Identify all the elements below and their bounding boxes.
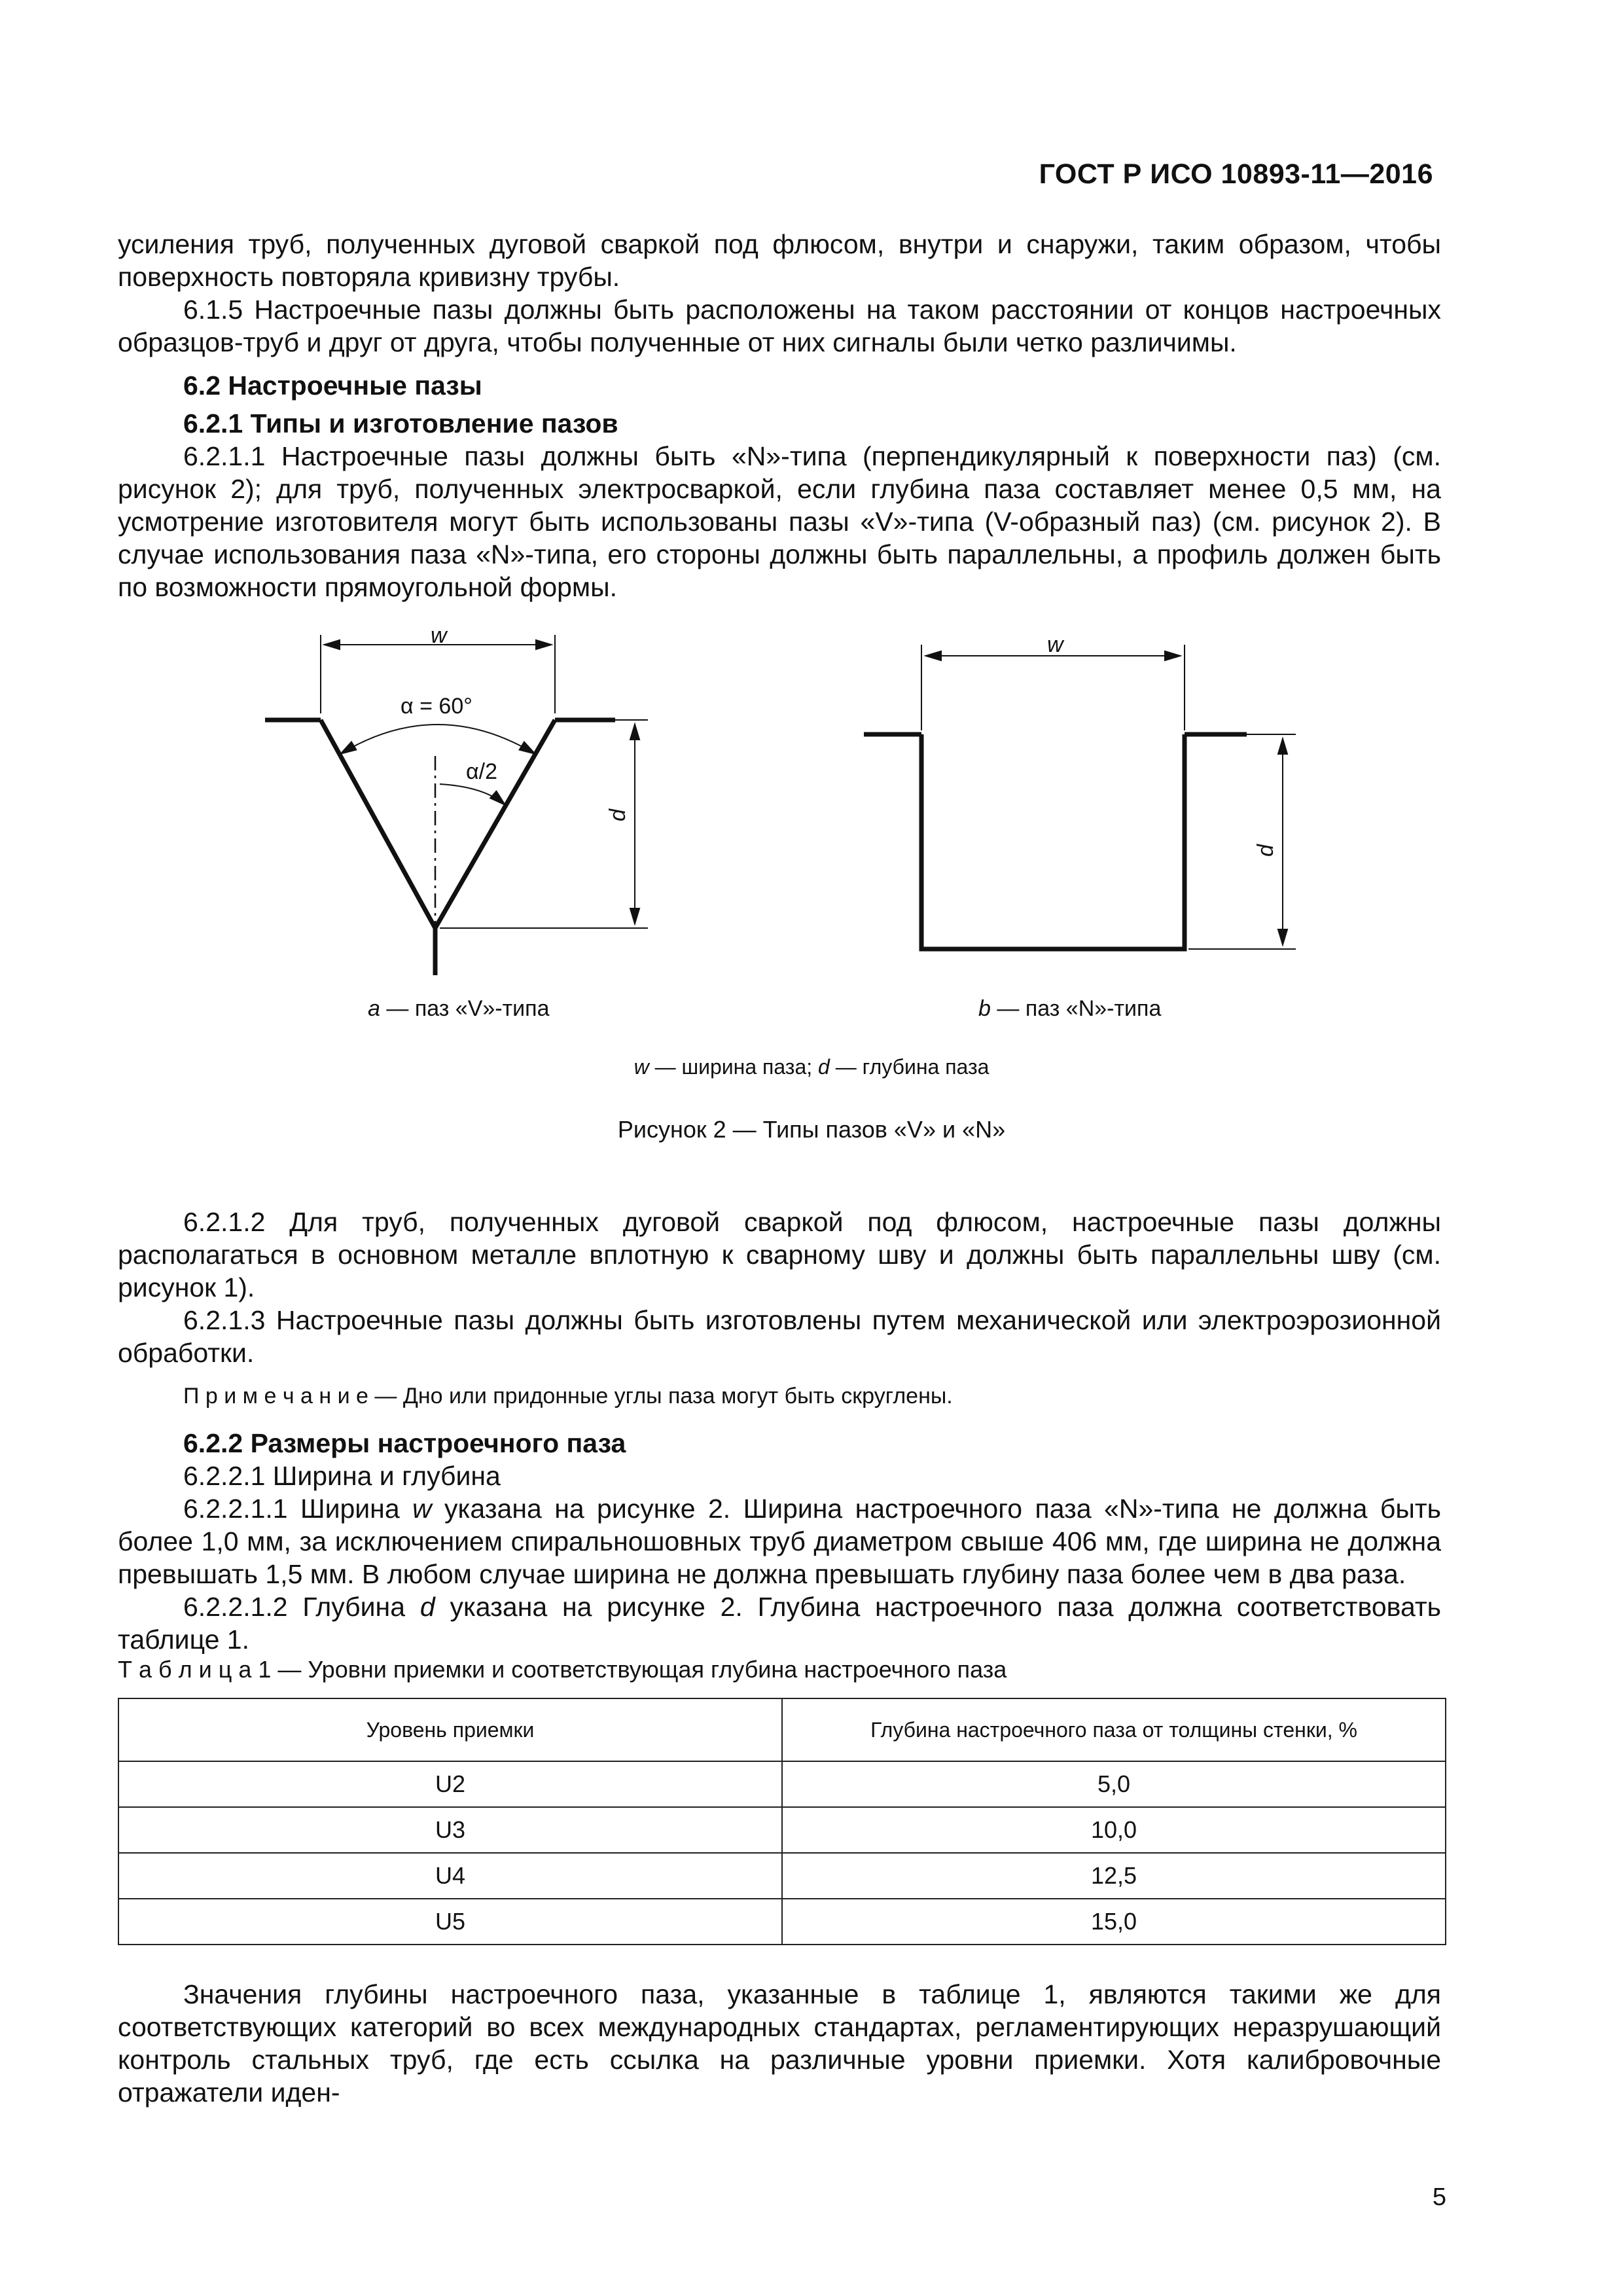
table-cell: U5 <box>118 1899 782 1945</box>
subfigure-a-text: — паз «V»-типа <box>380 996 550 1021</box>
paragraph-6-2-2-1-1 <box>118 1492 1441 1590</box>
figure-2 <box>0 609 1623 1198</box>
p62211-start: 6.2.2.1.1 Ширина <box>183 1494 413 1524</box>
top-text-block <box>118 228 1441 603</box>
v-alpha-label: α = 60° <box>401 694 473 719</box>
p62212-start: 6.2.2.1.2 Глубина <box>183 1592 420 1622</box>
document-id-header: ГОСТ Р ИСО 10893-11—2016 <box>1039 158 1433 190</box>
table-header-cell: Глубина настроечного паза от толщины стенки, % <box>782 1698 1446 1761</box>
table-title-text: — Уровни приемки и соответствующая глубина настроечного паза <box>271 1656 1007 1683</box>
table-header-row <box>118 1698 1446 1761</box>
paragraph-6-2-2-1-2 <box>118 1590 1441 1656</box>
figure-2-drawing <box>0 609 1623 1198</box>
heading-6-2-1: 6.2.1 Типы и изготовление пазов <box>183 408 618 439</box>
subfigure-b-text: — паз «N»-типа <box>990 996 1162 1021</box>
subfigure-b-label <box>978 996 1161 1022</box>
paragraph-6-2-1-2: 6.2.1.2 Для труб, полученных дуговой сваркой под флюсом, настроечные пазы должны располагаться в основном металле вплотную к сварному шву и должны быть параллельны шву (см. рисунок 1). <box>118 1207 1441 1302</box>
table-row <box>118 1761 1446 1807</box>
note <box>118 1380 1441 1412</box>
v-width-label: w <box>431 623 447 648</box>
p62211-end: указана на рисунке 2. Ширина настроечного паза «N»-типа не должна быть более 1,0 мм, за исключением спиральношовных труб диаметром свыше 406 мм, где ширина не должна превышать 1,5 мм. В любом случае ширина не должна превышать глубину паза более чем в два раза. <box>118 1494 1441 1589</box>
heading-6-2-2: 6.2.2 Размеры настроечного паза <box>183 1428 626 1458</box>
legend-mid: — ширина паза; <box>649 1055 819 1079</box>
legend-d: d <box>818 1055 830 1079</box>
middle-text-block <box>118 1206 1441 1656</box>
table-cell: 5,0 <box>782 1761 1446 1807</box>
table-cell: U2 <box>118 1761 782 1807</box>
table-row <box>118 1807 1446 1853</box>
table-cell: 15,0 <box>782 1899 1446 1945</box>
table-row <box>118 1853 1446 1899</box>
legend-w: w <box>633 1055 649 1079</box>
bottom-text-block <box>118 1978 1441 2109</box>
page-number: 5 <box>1432 2183 1446 2211</box>
paragraph-6-2-1-1: 6.2.1.1 Настроечные пазы должны быть «N»-типа (перпендикулярный к поверхности паз) (см. рисунок 2); для труб, полученных электросваркой, если глубина паза составляет менее 0,5 мм, на усмотрение изготовителя могут быть использованы пазы «V»-типа (V-образный паз) (см. рисунок 2). В случае использования паза «N»-типа, его стороны должны быть параллельны, а профиль должен быть по возможности прямоугольной формы. <box>118 441 1441 602</box>
paragraph-6-1-5: 6.1.5 Настроечные пазы должны быть расположены на таком расстоянии от концов настроечных образцов-труб и друг от друга, чтобы полученные от них сигналы были четко различимы. <box>118 295 1441 357</box>
n-notch-drawing <box>864 645 1296 949</box>
paragraph-6-2-2-1: 6.2.2.1 Ширина и глубина <box>183 1461 501 1491</box>
legend-end: — глубина паза <box>829 1055 990 1079</box>
table-cell: 10,0 <box>782 1807 1446 1853</box>
table-row <box>118 1899 1446 1945</box>
p62211-w: w <box>412 1494 432 1524</box>
subfigure-b-letter: b <box>978 996 991 1021</box>
note-text: — Дно или придонные углы паза могут быть скруглены. <box>368 1384 953 1408</box>
n-depth-label: d <box>1253 844 1278 857</box>
n-width-label: w <box>1047 632 1063 657</box>
figure-legend <box>0 1055 1623 1079</box>
paragraph-table-values: Значения глубины настроечного паза, указанные в таблице 1, являются такими же для соответствующих категорий во всех международных стандартах, регламентирующих неразрушающий контроль стальных труб, где есть ссылка на различные уровни приемки. Хотя калибровочные отражатели иден- <box>118 1979 1441 2108</box>
table-cell: U4 <box>118 1853 782 1899</box>
table-1 <box>118 1698 1446 1945</box>
subfigure-a-letter: a <box>368 996 380 1021</box>
v-depth-label: d <box>605 809 630 821</box>
table-title-label: Т а б л и ц а 1 <box>118 1656 272 1683</box>
subfigure-a-label <box>368 996 550 1022</box>
table-header-cell: Уровень приемки <box>118 1698 782 1761</box>
table-title <box>118 1656 1007 1683</box>
note-label: П р и м е ч а н и е <box>183 1384 368 1408</box>
heading-6-2: 6.2 Настроечные пазы <box>183 370 482 401</box>
v-notch-drawing <box>265 635 648 975</box>
table-cell: 12,5 <box>782 1853 1446 1899</box>
v-half-alpha-label: α/2 <box>466 759 498 784</box>
paragraph-continuation: усиления труб, полученных дуговой сваркой под флюсом, внутри и снаружи, таким образом, чтобы поверхность повторяла кривизну трубы. <box>118 229 1441 292</box>
paragraph-6-2-1-3: 6.2.1.3 Настроечные пазы должны быть изготовлены путем механической или электроэрозионной обработки. <box>118 1305 1441 1368</box>
table-cell: U3 <box>118 1807 782 1853</box>
figure-caption: Рисунок 2 — Типы пазов «V» и «N» <box>617 1116 1006 1143</box>
p62212-d: d <box>419 1592 435 1622</box>
p62212-end: указана на рисунке 2. Глубина настроечного паза должна соответствовать таблице 1. <box>118 1592 1441 1655</box>
